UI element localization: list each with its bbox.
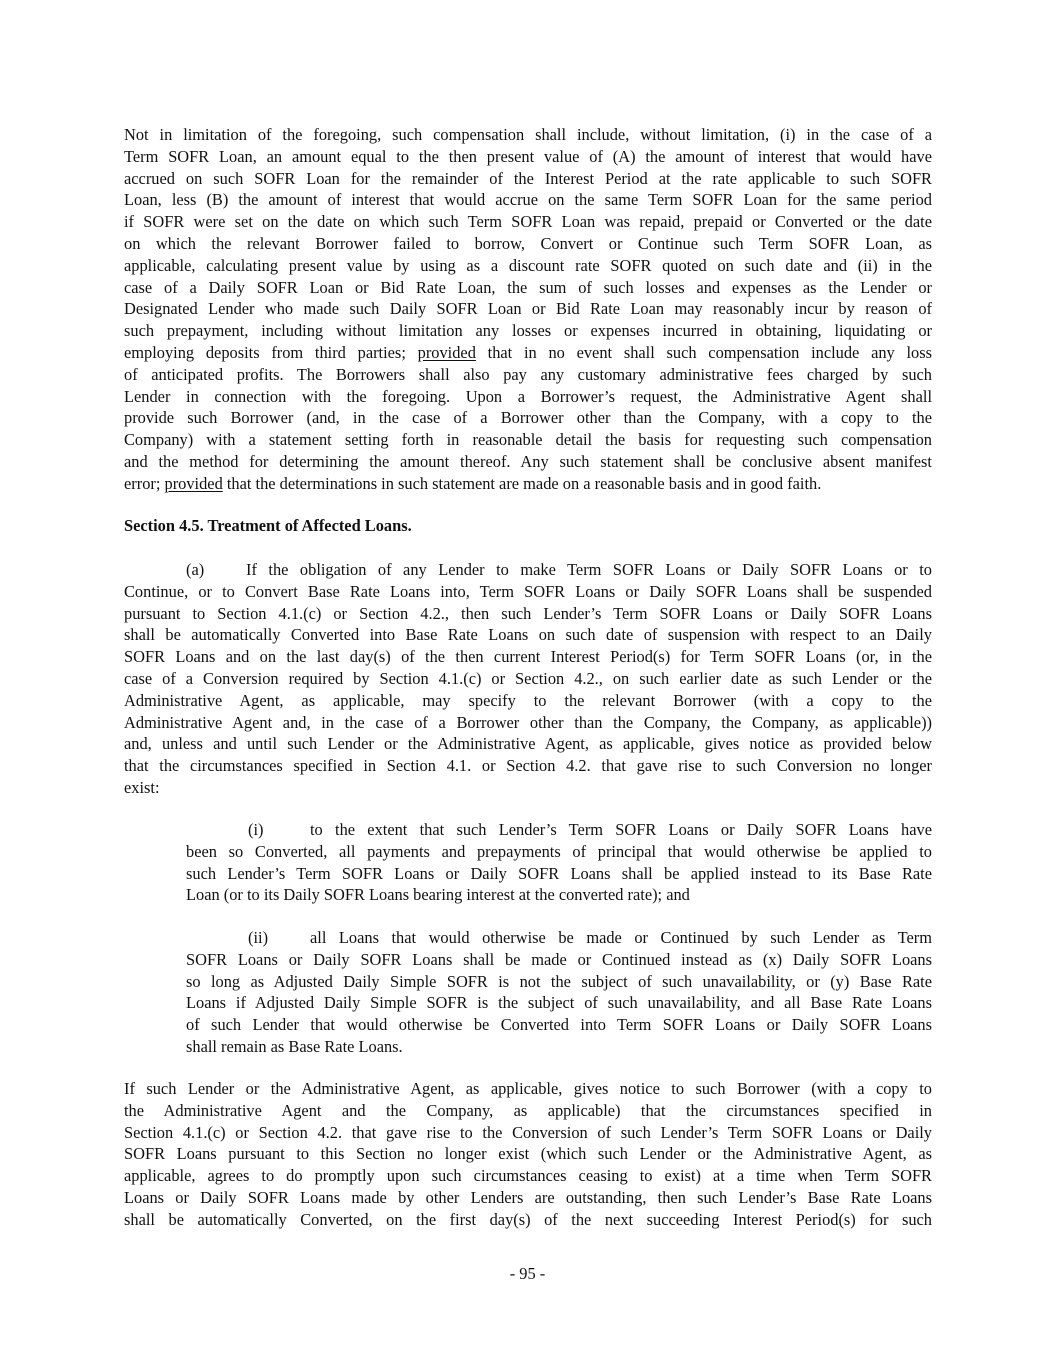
- paragraph-line: Loans if Adjusted Daily Simple SOFR is the subject of such unavailability, and all Base Rate Loans: [186, 993, 932, 1013]
- line-text: If the obligation of any Lender to make Term SOFR Loans or Daily SOFR Loans or to: [246, 560, 932, 579]
- paragraph-line: Administrative Agent, as applicable, may specify to the relevant Borrower (with a copy to the: [124, 690, 932, 710]
- paragraph-line: shall be automatically Converted, on the first day(s) of the next succeeding Interest Period(s) for such: [124, 1209, 932, 1229]
- paragraph-line: if SOFR were set on the date on which such Term SOFR Loan was repaid, prepaid or Converted or the date: [124, 212, 932, 232]
- subsection-label: (a): [186, 560, 205, 579]
- paragraph-line: Loans or Daily SOFR Loans made by other Lenders are outstanding, then such Lender’s Base Rate Loans: [124, 1187, 932, 1207]
- paragraph-line: Continue, or to Convert Base Rate Loans into, Term SOFR Loans or Daily SOFR Loans shall be suspended: [124, 581, 932, 601]
- paragraph-line: pursuant to Section 4.1.(c) or Section 4.2., then such Lender’s Term SOFR Loans or Daily SOFR Loans: [124, 603, 932, 623]
- section-heading: Section 4.5. Treatment of Affected Loans.: [124, 516, 412, 535]
- paragraph-line: Term SOFR Loan, an amount equal to the then present value of (A) the amount of interest that would have: [124, 146, 932, 166]
- paragraph-line: Administrative Agent and, in the case of a Borrower other than the Company, the Company, as applicable)): [124, 712, 932, 732]
- provided-term: provided: [164, 473, 223, 493]
- paragraph-line: of anticipated profits. The Borrowers shall also pay any customary administrative fees charged by such: [124, 364, 932, 384]
- paragraph-line: case of a Daily SOFR Loan or Bid Rate Loan, the sum of such losses and expenses as the Lender or: [124, 277, 932, 297]
- paragraph-line: [186, 819, 932, 841]
- paragraph-line: Lender in connection with the foregoing. Upon a Borrower’s request, the Administrative Agent shall: [124, 386, 932, 406]
- paragraph-line: Not in limitation of the foregoing, such compensation shall include, without limitation, (i) in the case of a: [124, 125, 932, 144]
- subsection-a: [124, 559, 932, 799]
- paragraph-line: SOFR Loans pursuant to this Section no longer exist (which such Lender or the Administrative Agent, as: [124, 1144, 932, 1164]
- final-paragraph: [124, 1078, 932, 1231]
- paragraph-line: [124, 559, 932, 581]
- line-text: error;: [124, 473, 165, 493]
- paragraph-line: applicable, agrees to do promptly upon such circumstances ceasing to exist) at a time when Term SOFR: [124, 1166, 932, 1186]
- paragraph-line: provide such Borrower (and, in the case of a Borrower other than the Company, with a copy to the: [124, 408, 932, 428]
- line-text: all Loans that would otherwise be made or Continued by such Lender as Term: [310, 928, 932, 947]
- paragraph-line: Loan, less (B) the amount of interest that would accrue on the same Term SOFR Loan for the same period: [124, 190, 932, 210]
- compensation-paragraph: [124, 124, 932, 495]
- line-text: that the determinations in such statement are made on a reasonable basis and in good faith.: [222, 473, 822, 493]
- line-text: employing deposits from third parties;: [124, 342, 418, 362]
- paragraph-line: on which the relevant Borrower failed to borrow, Convert or Continue such Term SOFR Loan, as: [124, 233, 932, 253]
- paragraph-line: such Lender’s Term SOFR Loans or Daily SOFR Loans shall be applied instead to its Base Rate: [186, 863, 932, 883]
- paragraph-line: [124, 473, 932, 495]
- paragraph-line: shall remain as Base Rate Loans.: [186, 1036, 403, 1056]
- paragraph-line: the Administrative Agent and the Company, as applicable) that the circumstances specified in: [124, 1100, 932, 1120]
- paragraph-line: accrued on such SOFR Loan for the remainder of the Interest Period at the rate applicable to such SOFR: [124, 168, 932, 188]
- paragraph-line: of such Lender that would otherwise be Converted into Term SOFR Loans or Daily SOFR Loans: [186, 1015, 932, 1035]
- paragraph-line: applicable, calculating present value by using as a discount rate SOFR quoted on such date and (ii) in the: [124, 255, 932, 275]
- paragraph-line: Loan (or to its Daily SOFR Loans bearing interest at the converted rate); and: [186, 885, 690, 905]
- paragraph-line: that the circumstances specified in Section 4.1. or Section 4.2. that gave rise to such Conversion no longer: [124, 756, 932, 776]
- paragraph-line: exist:: [124, 777, 160, 797]
- paragraph-line: Section 4.1.(c) or Section 4.2. that gave rise to the Conversion of such Lender’s Term SOFR Loans or Daily: [124, 1122, 932, 1142]
- provided-term: provided: [417, 342, 476, 362]
- paragraph-line: Designated Lender who made such Daily SOFR Loan or Bid Rate Loan may reasonably incur by reason of: [124, 299, 932, 319]
- line-text: that in no event shall such compensation include any loss: [475, 342, 932, 362]
- paragraph-line: Company) with a statement setting forth in reasonable detail the basis for requesting such compensation: [124, 430, 932, 450]
- paragraph-line: so long as Adjusted Daily Simple SOFR is not the subject of such unavailability, or (y) Base Rate: [186, 971, 932, 991]
- item-label: (i): [248, 820, 264, 839]
- paragraph-line: If such Lender or the Administrative Agent, as applicable, gives notice to such Borrower (with a copy to: [124, 1079, 932, 1098]
- line-text: to the extent that such Lender’s Term SOFR Loans or Daily SOFR Loans have: [310, 820, 932, 839]
- item-ii: [186, 927, 932, 1058]
- item-label: (ii): [248, 928, 269, 947]
- paragraph-line: such prepayment, including without limitation any losses or expenses incurred in obtaining, liquidating or: [124, 321, 932, 341]
- paragraph-line: shall be automatically Converted into Base Rate Loans on such date of suspension with respect to an Daily: [124, 625, 932, 645]
- paragraph-line: and, unless and until such Lender or the Administrative Agent, as applicable, gives notice as provided below: [124, 734, 932, 754]
- paragraph-line: been so Converted, all payments and prepayments of principal that would otherwise be applied to: [186, 841, 932, 861]
- page-number: - 95 -: [509, 1264, 546, 1283]
- paragraph-line: [186, 927, 932, 949]
- paragraph-line: and the method for determining the amount thereof. Any such statement shall be conclusive absent manifest: [124, 451, 932, 471]
- paragraph-line: SOFR Loans or Daily SOFR Loans shall be made or Continued instead as (x) Daily SOFR Loans: [186, 949, 932, 969]
- item-i: [186, 819, 932, 906]
- paragraph-line: [124, 342, 932, 364]
- paragraph-line: case of a Conversion required by Section 4.1.(c) or Section 4.2., on such earlier date as such Lender or the: [124, 668, 932, 688]
- paragraph-line: SOFR Loans and on the last day(s) of the then current Interest Period(s) for Term SOFR Loans (or, in the: [124, 647, 932, 667]
